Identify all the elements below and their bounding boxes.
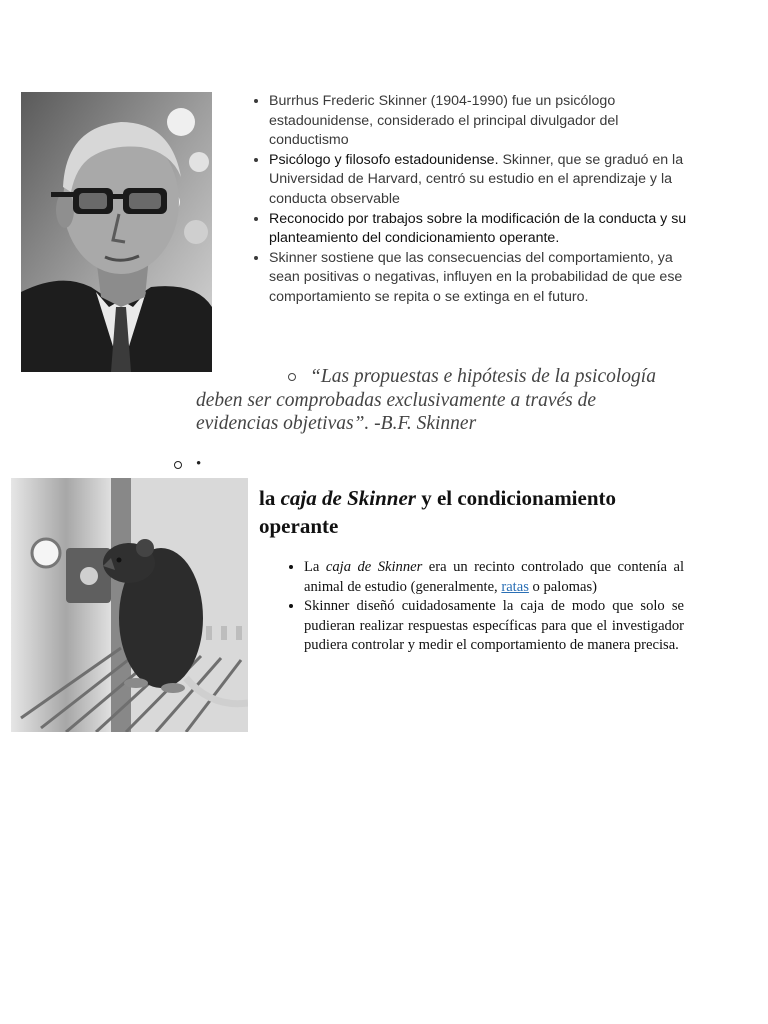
skinner-box-rat-photo: [11, 478, 248, 732]
bio-item-4-text: Skinner sostiene que las consecuencias del comportamiento, ya sean positivas o negativas, influyen en la probabilidad de que ese comportamiento se repita o se extinga en el futuro.: [269, 249, 683, 305]
stray-marker: •: [196, 456, 202, 472]
skinner-quote: [196, 365, 656, 436]
empty-list-item: [174, 456, 201, 473]
box-item-1-italic: caja de Skinner: [325, 559, 423, 575]
bio-item-3: [269, 210, 689, 249]
skinner-box-list: [282, 558, 684, 656]
box-item-1-pre: La: [304, 559, 326, 575]
bio-item-2-lead: Psicólogo y filosofo estadounidense.: [269, 151, 499, 168]
box-item-1-mid: era un recinto controlado que contenía al animal de estudio (generalmente,: [304, 559, 684, 595]
heading-italic: caja de Skinner: [280, 486, 416, 510]
bio-item-1-text: Burrhus Frederic Skinner (1904-1990) fue un psicólogo estadounidense, considerado el principal divulgador del conductismo: [269, 93, 619, 149]
bio-item-2-text: Skinner, que se graduó en la Universidad de Harvard, centró su estudio en el aprendizaje y la conducta observable: [269, 151, 684, 207]
section-heading: [259, 484, 679, 540]
box-item-1-post: o palomas): [528, 578, 597, 595]
box-item-1: [304, 558, 684, 597]
quote-circle-bullet-icon: [288, 373, 296, 381]
box-item-2-text: Skinner diseñó cuidadosamente la caja de modo que solo se pudieran realizar respuestas específicas para que el investigador pudiera controlar y medir el comportamiento de manera precisa.: [304, 598, 684, 653]
bio-item-3-text: Reconocido por trabajos sobre la modificación de la conducta y su planteamiento del condicionamiento operante.: [269, 210, 687, 247]
circle-bullet-icon: [174, 461, 182, 469]
rat-photo-drawing: [11, 478, 248, 732]
quote-text: “Las propuestas e hipótesis de la psicología deben ser comprobadas exclusivamente a través de evidencias objetivas”. -B.F. Skinner: [196, 366, 656, 434]
skinner-portrait-photo: [21, 92, 212, 372]
heading-suffix: y el condicionamiento operante: [259, 486, 617, 538]
box-item-2: [304, 597, 684, 656]
bio-item-1: [269, 92, 689, 151]
bio-item-4: [269, 249, 689, 308]
ratas-link[interactable]: ratas: [501, 578, 529, 595]
heading-prefix: la: [259, 486, 281, 510]
bio-item-2: [269, 151, 689, 210]
biography-list: [247, 92, 689, 308]
portrait-drawing: [21, 92, 212, 372]
